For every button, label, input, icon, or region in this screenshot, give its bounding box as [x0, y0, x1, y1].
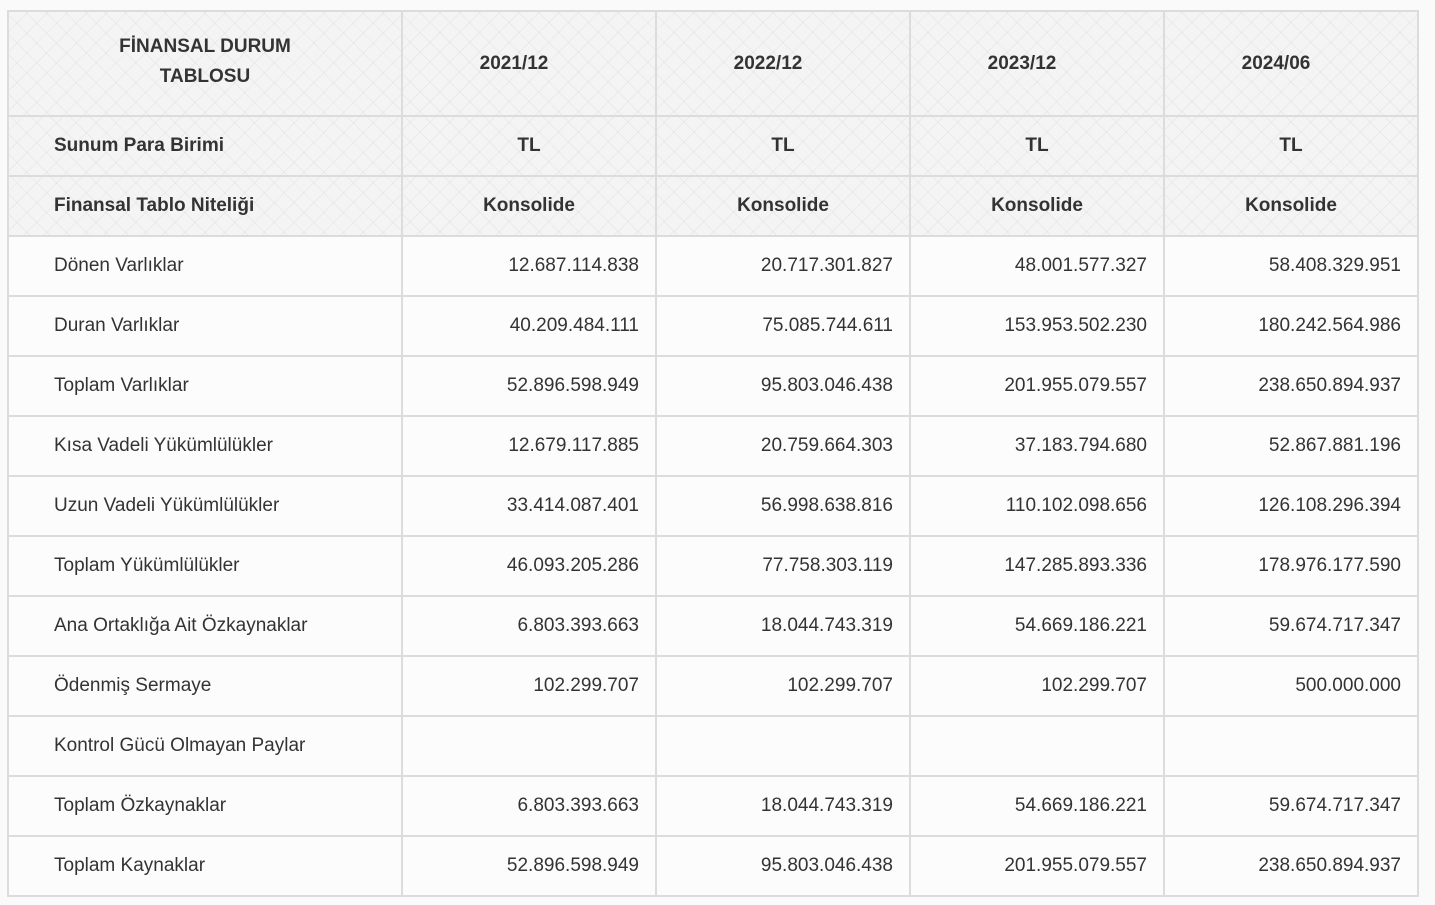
row-label: Toplam Özkaynaklar: [8, 776, 402, 836]
cell-value: 58.408.329.951: [1164, 236, 1418, 296]
currency-value: TL: [1164, 116, 1418, 176]
cell-value: [910, 716, 1164, 776]
cell-value: 178.976.177.590: [1164, 536, 1418, 596]
period-header-2022-12: 2022/12: [656, 11, 910, 116]
table-row-total-resources: [8, 836, 1418, 896]
table-row-non-controlling-interests: [8, 716, 1418, 776]
cell-value: 6.803.393.663: [402, 596, 656, 656]
row-label: Uzun Vadeli Yükümlülükler: [8, 476, 402, 536]
period-header-2021-12: 2021/12: [402, 11, 656, 116]
cell-value: [1164, 716, 1418, 776]
financial-position-table: [7, 10, 1419, 897]
cell-value: 54.669.186.221: [910, 596, 1164, 656]
table-row-long-term-liabilities: [8, 476, 1418, 536]
statement-type-value: Konsolide: [656, 176, 910, 236]
statement-type-label: Finansal Tablo Niteliği: [8, 176, 402, 236]
header-row-currency: [8, 116, 1418, 176]
table-title-line-2: TABLOSU: [159, 65, 251, 87]
cell-value: 75.085.744.611: [656, 296, 910, 356]
cell-value: 46.093.205.286: [402, 536, 656, 596]
cell-value: 102.299.707: [910, 656, 1164, 716]
cell-value: 33.414.087.401: [402, 476, 656, 536]
cell-value: 52.896.598.949: [402, 836, 656, 896]
row-label: Ana Ortaklığa Ait Özkaynaklar: [8, 596, 402, 656]
cell-value: 54.669.186.221: [910, 776, 1164, 836]
cell-value: [656, 716, 910, 776]
row-label: Duran Varlıklar: [8, 296, 402, 356]
row-label: Kısa Vadeli Yükümlülükler: [8, 416, 402, 476]
cell-value: 52.867.881.196: [1164, 416, 1418, 476]
cell-value: [402, 716, 656, 776]
cell-value: 52.896.598.949: [402, 356, 656, 416]
period-header-2024-06: 2024/06: [1164, 11, 1418, 116]
table-row-total-liabilities: [8, 536, 1418, 596]
cell-value: 180.242.564.986: [1164, 296, 1418, 356]
row-label: Ödenmiş Sermaye: [8, 656, 402, 716]
cell-value: 102.299.707: [656, 656, 910, 716]
cell-value: 147.285.893.336: [910, 536, 1164, 596]
cell-value: 18.044.743.319: [656, 776, 910, 836]
cell-value: 6.803.393.663: [402, 776, 656, 836]
cell-value: 20.759.664.303: [656, 416, 910, 476]
row-label: Toplam Varlıklar: [8, 356, 402, 416]
cell-value: 12.679.117.885: [402, 416, 656, 476]
cell-value: 238.650.894.937: [1164, 836, 1418, 896]
row-label: Kontrol Gücü Olmayan Paylar: [8, 716, 402, 776]
header-row-statement-type: [8, 176, 1418, 236]
header-row-periods: [8, 11, 1418, 116]
cell-value: 40.209.484.111: [402, 296, 656, 356]
currency-value: TL: [910, 116, 1164, 176]
cell-value: 102.299.707: [402, 656, 656, 716]
table-row-current-assets: [8, 236, 1418, 296]
cell-value: 95.803.046.438: [656, 836, 910, 896]
row-label: Dönen Varlıklar: [8, 236, 402, 296]
table-title: [8, 11, 402, 116]
cell-value: 238.650.894.937: [1164, 356, 1418, 416]
row-label: Toplam Kaynaklar: [8, 836, 402, 896]
cell-value: 500.000.000: [1164, 656, 1418, 716]
cell-value: 201.955.079.557: [910, 836, 1164, 896]
cell-value: 126.108.296.394: [1164, 476, 1418, 536]
cell-value: 153.953.502.230: [910, 296, 1164, 356]
period-header-2023-12: 2023/12: [910, 11, 1164, 116]
cell-value: 20.717.301.827: [656, 236, 910, 296]
cell-value: 59.674.717.347: [1164, 596, 1418, 656]
cell-value: 201.955.079.557: [910, 356, 1164, 416]
table-row-non-current-assets: [8, 296, 1418, 356]
cell-value: 95.803.046.438: [656, 356, 910, 416]
statement-type-value: Konsolide: [402, 176, 656, 236]
table-row-total-equity: [8, 776, 1418, 836]
table-row-total-assets: [8, 356, 1418, 416]
currency-label: Sunum Para Birimi: [8, 116, 402, 176]
statement-type-value: Konsolide: [1164, 176, 1418, 236]
row-label: Toplam Yükümlülükler: [8, 536, 402, 596]
cell-value: 48.001.577.327: [910, 236, 1164, 296]
cell-value: 12.687.114.838: [402, 236, 656, 296]
cell-value: 59.674.717.347: [1164, 776, 1418, 836]
statement-type-value: Konsolide: [910, 176, 1164, 236]
cell-value: 18.044.743.319: [656, 596, 910, 656]
cell-value: 77.758.303.119: [656, 536, 910, 596]
cell-value: 37.183.794.680: [910, 416, 1164, 476]
table-row-short-term-liabilities: [8, 416, 1418, 476]
table-row-parent-equity: [8, 596, 1418, 656]
cell-value: 110.102.098.656: [910, 476, 1164, 536]
currency-value: TL: [402, 116, 656, 176]
currency-value: TL: [656, 116, 910, 176]
cell-value: 56.998.638.816: [656, 476, 910, 536]
table-title-line-1: FİNANSAL DURUM: [119, 35, 291, 57]
table-row-paid-in-capital: [8, 656, 1418, 716]
financial-position-table-container: [7, 10, 1417, 897]
